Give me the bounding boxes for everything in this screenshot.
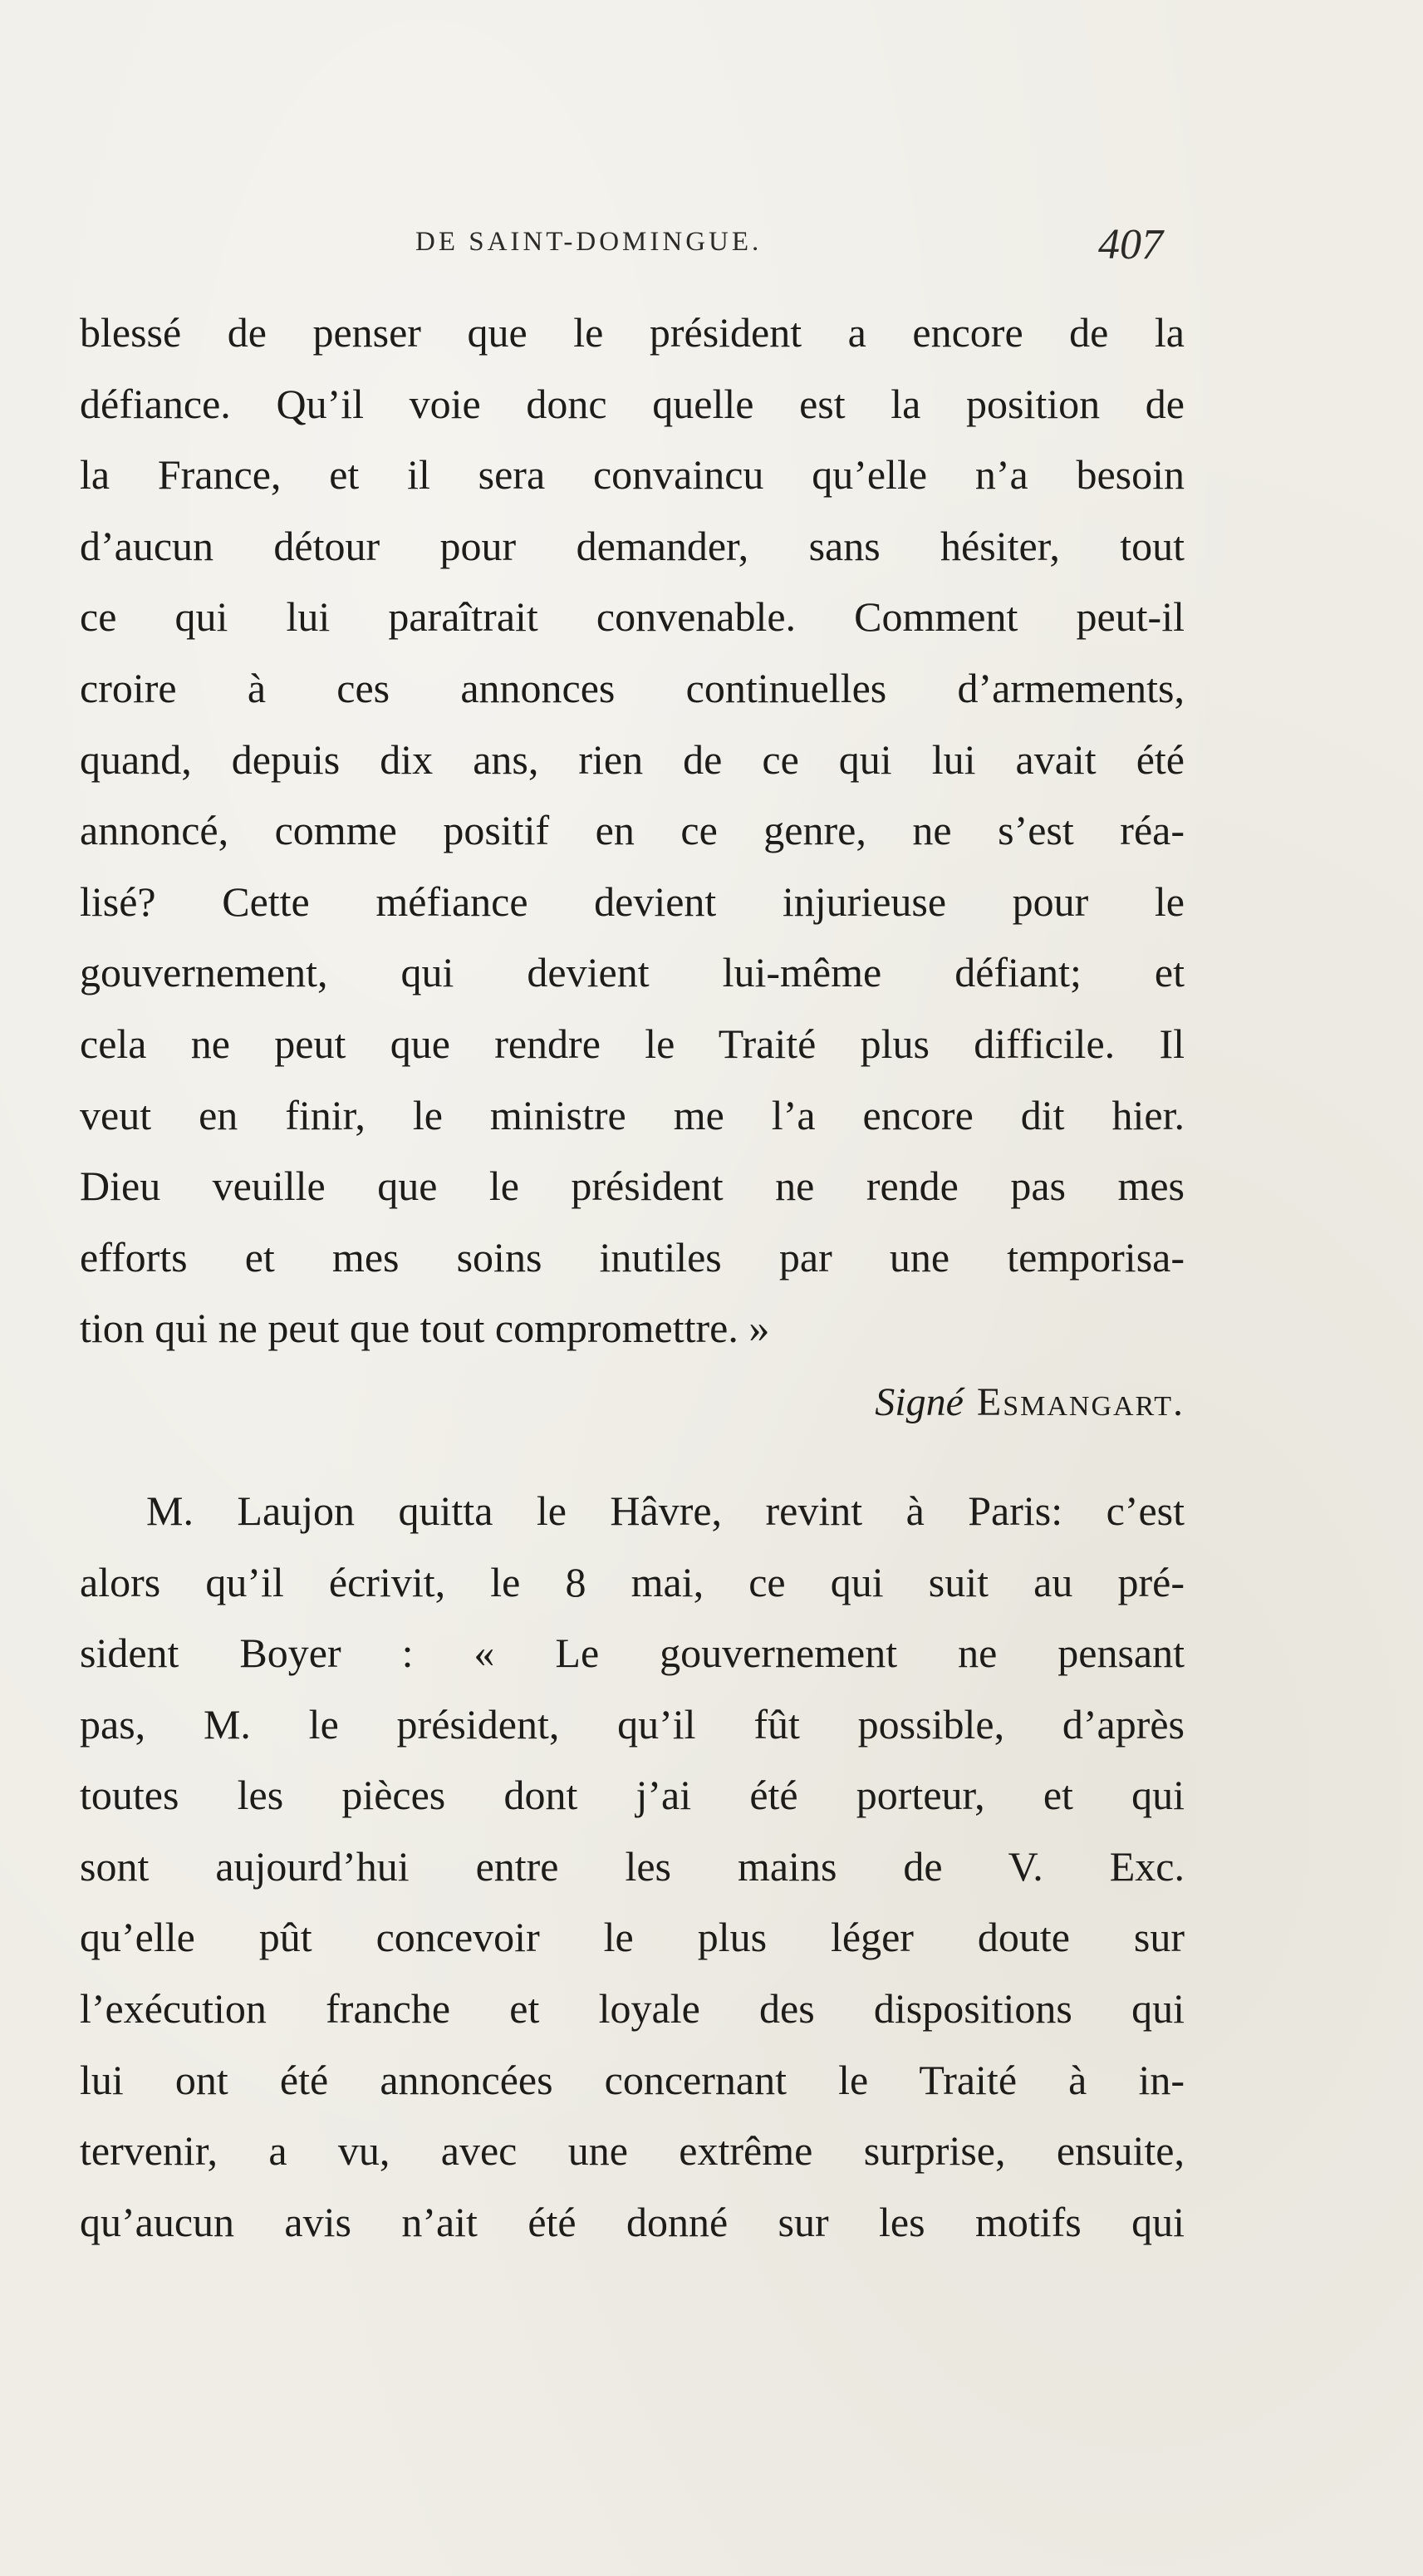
text-line: sident Boyer : « Le gouvernement ne pensant (80, 1630, 1185, 1677)
text-line: blessé de penser que le président a encore de la (80, 309, 1185, 356)
text-line: tervenir, a vu, avec une extrême surprise, ensuite, (80, 2127, 1185, 2175)
text-line: efforts et mes soins inutiles par une temporisa- (80, 1233, 1185, 1281)
text-line: gouvernement, qui devient lui-même défiant; et (80, 949, 1185, 996)
text-line: cela ne peut que rendre le Traité plus difficile. Il (80, 1020, 1185, 1067)
text-line: annoncé, comme positif en ce genre, ne s’est réa- (80, 807, 1185, 854)
text-line: croire à ces annonces continuelles d’armements, (80, 664, 1185, 711)
text-line: M. Laujon quitta le Hâvre, revint à Paris: c’est (146, 1487, 1185, 1534)
text-line: qu’aucun avis n’ait été donné sur les motifs qui (80, 2198, 1185, 2245)
page-number: 407 (1098, 221, 1163, 268)
text-line: toutes les pièces dont j’ai été porteur, et qui (80, 1772, 1185, 1819)
text-line: alors qu’il écrivit, le 8 mai, ce qui suit au pré- (80, 1558, 1185, 1605)
running-head (0, 220, 1423, 270)
body-text (80, 297, 1185, 2258)
text-line: l’exécution franche et loyale des dispositions qui (80, 1985, 1185, 2033)
running-title: DE SAINT-DOMINGUE. (415, 227, 763, 257)
signature-signed-word: Signé (875, 1379, 964, 1424)
signature (80, 1364, 1185, 1441)
text-line: pas, M. le président, qu’il fût possible, d’après (80, 1700, 1185, 1748)
paragraph-2 (80, 1476, 1185, 2259)
text-line: qu’elle pût concevoir le plus léger doute sur (80, 1914, 1185, 1961)
text-line: Dieu veuille que le président ne rende pas mes (80, 1163, 1185, 1210)
text-line: défiance. Qu’il voie donc quelle est la position de (80, 380, 1185, 427)
text-line: lisé? Cette méfiance devient injurieuse pour le (80, 878, 1185, 925)
text-line: d’aucun détour pour demander, sans hésiter, tout (80, 522, 1185, 569)
text-line: la France, et il sera convaincu qu’elle n’a besoin (80, 451, 1185, 499)
paragraph-1 (80, 297, 1185, 1364)
text-line: lui ont été annoncées concernant le Traité à in- (80, 2056, 1185, 2103)
paragraph-gap (80, 1441, 1185, 1476)
text-line: tion qui ne peut que tout compromettre. » (80, 1305, 770, 1352)
signature-name: Esmangart. (976, 1379, 1185, 1424)
text-line: veut en finir, le ministre me l’a encore dit hier. (80, 1091, 1185, 1138)
text-line: ce qui lui paraîtrait convenable. Comment peut-il (80, 593, 1185, 641)
text-line: sont aujourd’hui entre les mains de V. Exc. (80, 1842, 1185, 1890)
text-line: quand, depuis dix ans, rien de ce qui lui avait été (80, 735, 1185, 783)
